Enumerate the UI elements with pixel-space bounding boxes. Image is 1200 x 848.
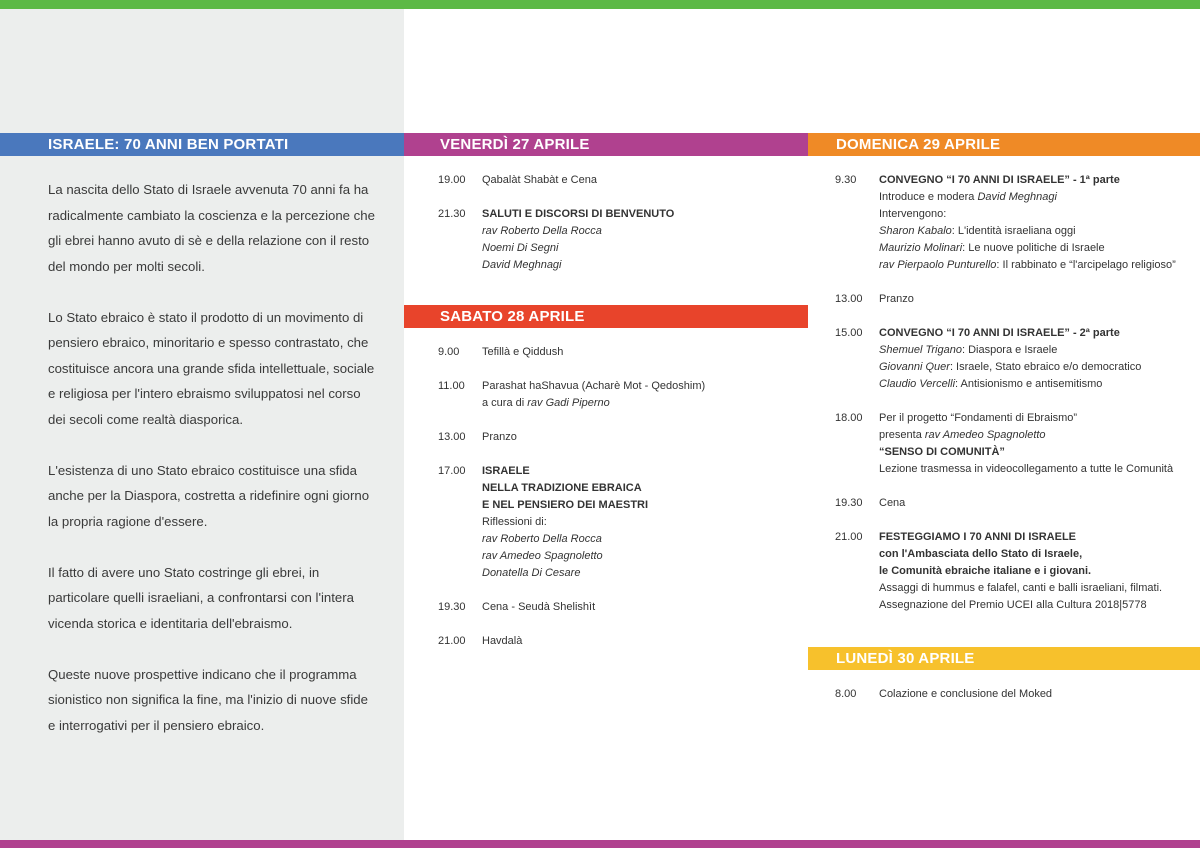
intro-line: del mondo per molti secoli. [48, 258, 205, 274]
event-details [482, 599, 798, 616]
intro-line: la propria ragione d'essere. [48, 513, 208, 529]
intro-paragraph [48, 560, 378, 637]
intro-line: e interrogativi per il pensiero ebraico. [48, 717, 265, 733]
event-line: Donatella Di Cesare [482, 567, 581, 579]
friday-event [438, 172, 798, 189]
event-details [482, 378, 798, 412]
event-time: 19.30 [835, 497, 863, 509]
top-color-bar [0, 0, 1200, 9]
bottom-color-bar [0, 840, 1200, 848]
intro-line: sionistico non significa la fine, ma l'inizio di nuove sfide [48, 692, 368, 707]
event-time: 19.30 [438, 601, 466, 613]
intro-paragraph [48, 305, 378, 433]
event-line: Introduce e modera David Meghnagi [879, 191, 1057, 203]
sunday-event [835, 291, 1195, 308]
event-details [879, 172, 1195, 274]
event-line: Parashat haShavua (Acharè Mot - Qedoshim) [482, 380, 706, 392]
event-details [879, 325, 1195, 393]
intro-line: pensiero ebraico, minoritario e spesso contrastato, che [48, 335, 369, 350]
intro-paragraph [48, 458, 378, 535]
intro-paragraph [48, 177, 378, 279]
event-line: Qabalàt Shabàt e Cena [482, 174, 597, 186]
event-time: 18.00 [835, 412, 863, 424]
event-time: 21.30 [438, 208, 466, 220]
saturday-event [438, 599, 798, 616]
event-line: Sharon Kabalo: L'identità israeliana oggi [879, 225, 1076, 237]
event-details [482, 344, 798, 361]
event-time: 8.00 [835, 688, 857, 700]
friday-schedule [438, 172, 798, 291]
event-details [879, 495, 1195, 512]
event-line: presenta rav Amedeo Spagnoletto [879, 429, 1046, 441]
event-line: Maurizio Molinari: Le nuove politiche di Israele [879, 242, 1105, 254]
event-line: Claudio Vercelli: Antisionismo e antisemitismo [879, 378, 1103, 390]
sunday-event [835, 529, 1195, 614]
intro-line: La nascita dello Stato di Israele avvenuta 70 anni fa ha [48, 182, 369, 197]
event-details [482, 172, 798, 189]
event-line: le Comunità ebraiche italiane e i giovani. [879, 565, 1092, 577]
event-details [482, 429, 798, 446]
intro-heading: ISRAELE: 70 ANNI BEN PORTATI [0, 133, 404, 156]
intro-line: Lo Stato ebraico è stato il prodotto di un movimento di [48, 309, 364, 325]
event-time: 13.00 [835, 293, 863, 305]
sunday-heading: DOMENICA 29 APRILE [808, 133, 1200, 156]
event-time: 9.00 [438, 346, 460, 358]
saturday-event [438, 633, 798, 650]
intro-line: Queste nuove prospettive indicano che il programma [48, 666, 357, 682]
event-line: FESTEGGIAMO I 70 ANNI DI ISRAELE [879, 531, 1077, 543]
monday-heading: LUNEDÌ 30 APRILE [808, 647, 1200, 670]
event-line: rav Pierpaolo Punturello: Il rabbinato e “l'arcipelago religioso” [879, 259, 1176, 271]
event-time: 11.00 [438, 380, 465, 392]
event-line: Tefillà e Qiddush [482, 346, 564, 358]
event-time: 21.00 [835, 531, 863, 543]
event-line: Assaggi di hummus e falafel, canti e balli israeliani, filmati. [879, 582, 1163, 594]
event-line: Assegnazione del Premio UCEI alla Cultura 2018|5778 [879, 599, 1147, 611]
intro-line: gli ebrei hanno avuto di sè e della relazione con il resto [48, 233, 370, 248]
intro-line: particolare quelli israeliani, a confrontarsi con l'intera [48, 590, 354, 605]
saturday-event [438, 344, 798, 361]
sunday-schedule [835, 172, 1195, 631]
event-line: CONVEGNO “I 70 ANNI DI ISRAELE” - 1ª parte [879, 174, 1120, 186]
sunday-event [835, 325, 1195, 393]
friday-event [438, 206, 798, 274]
event-line: Noemi Di Segni [482, 242, 559, 254]
event-details [879, 410, 1195, 478]
event-line: NELLA TRADIZIONE EBRAICA [482, 482, 642, 494]
event-details [482, 206, 798, 274]
saturday-event [438, 463, 798, 582]
event-line: rav Roberto Della Rocca [482, 533, 602, 545]
event-details [482, 633, 798, 650]
event-time: 21.00 [438, 635, 466, 647]
intro-line: costituisce ancora una grande sfida intellettuale, sociale [48, 360, 375, 376]
event-line: Shemuel Trigano: Diaspora e Israele [879, 344, 1058, 356]
event-line: Lezione trasmessa in videocollegamento a tutte le Comunità [879, 463, 1174, 475]
event-time: 19.00 [438, 174, 466, 186]
event-line: rav Roberto Della Rocca [482, 225, 602, 237]
event-line: rav Amedeo Spagnoletto [482, 550, 603, 562]
friday-heading: VENERDÌ 27 APRILE [404, 133, 808, 156]
event-line: con l'Ambasciata dello Stato di Israele, [879, 548, 1083, 560]
event-details [879, 291, 1195, 308]
event-line: Havdalà [482, 635, 523, 647]
intro-line: L'esistenza di uno Stato ebraico costituisce una sfida [48, 462, 357, 478]
event-line: Pranzo [879, 293, 914, 305]
intro-line: anche per la Diaspora, costretta a ridefinire ogni giorno [48, 488, 370, 503]
event-line: Pranzo [482, 431, 517, 443]
event-details [482, 463, 798, 582]
event-line: Cena [879, 497, 906, 509]
event-line: Per il progetto “Fondamenti di Ebraismo” [879, 412, 1078, 424]
event-line: Cena - Seudà Shelishìt [482, 601, 596, 613]
intro-paragraph [48, 662, 378, 739]
event-details [879, 686, 1195, 703]
intro-line: vicenda storica e identitaria dell'ebraismo. [48, 615, 293, 631]
event-line: a cura di rav Gadi Piperno [482, 397, 610, 409]
event-time: 15.00 [835, 327, 863, 339]
event-line: CONVEGNO “I 70 ANNI DI ISRAELE” - 2ª parte [879, 327, 1120, 339]
event-line: “SENSO DI COMUNITÀ” [879, 446, 1005, 458]
sunday-event [835, 410, 1195, 478]
saturday-event [438, 378, 798, 412]
event-time: 17.00 [438, 465, 466, 477]
intro-line: Il fatto di avere uno Stato costringe gli ebrei, in [48, 564, 320, 580]
monday-schedule [835, 686, 1195, 720]
event-line: Intervengono: [879, 208, 947, 220]
event-line: Colazione e conclusione del Moked [879, 688, 1053, 700]
saturday-heading: SABATO 28 APRILE [404, 305, 808, 328]
saturday-event [438, 429, 798, 446]
monday-event [835, 686, 1195, 703]
intro-text [48, 177, 378, 764]
saturday-schedule [438, 344, 798, 667]
intro-line: dei secoli come realtà diasporica. [48, 411, 243, 427]
event-line: E NEL PENSIERO DEI MAESTRI [482, 499, 649, 511]
event-time: 9.30 [835, 174, 857, 186]
intro-line: e religiosa per l'intero ebraismo sviluppatosi nel corso [48, 386, 361, 401]
event-line: Riflessioni di: [482, 516, 547, 528]
event-line: SALUTI E DISCORSI DI BENVENUTO [482, 208, 675, 220]
intro-line: radicalmente cambiato la coscienza e la percezione che [48, 207, 375, 223]
event-time: 13.00 [438, 431, 466, 443]
event-line: ISRAELE [482, 465, 530, 477]
sunday-event [835, 172, 1195, 274]
event-line: David Meghnagi [482, 259, 562, 271]
sunday-event [835, 495, 1195, 512]
event-line: Giovanni Quer: Israele, Stato ebraico e/o democratico [879, 361, 1142, 373]
event-details [879, 529, 1195, 614]
